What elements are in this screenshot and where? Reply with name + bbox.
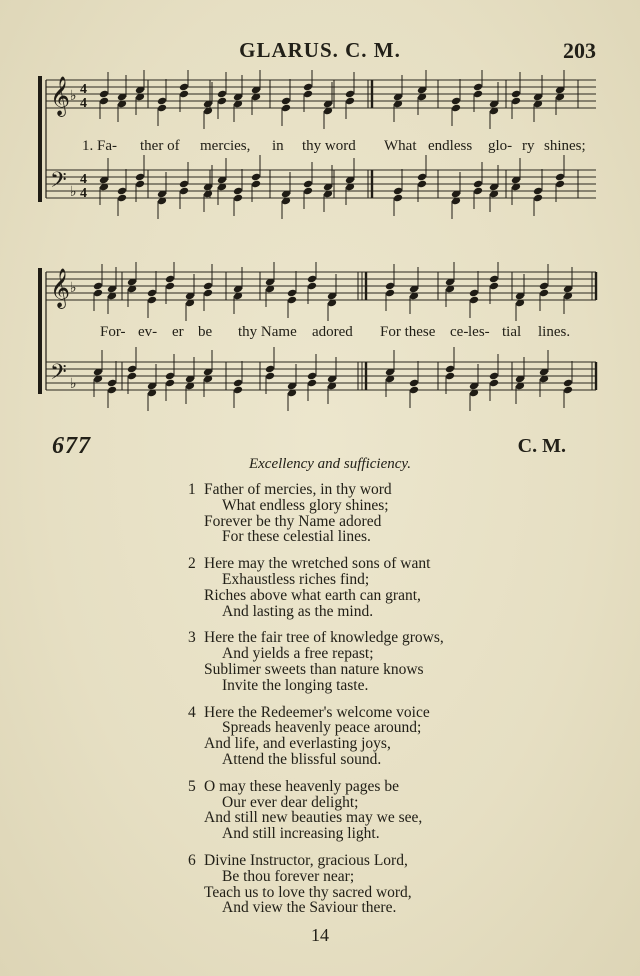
- lyric-syllable: thy word: [302, 138, 356, 154]
- time-signature: 4: [80, 82, 87, 97]
- lyric-syllable: glo-: [488, 138, 513, 154]
- lyric-syllable: ry: [522, 138, 535, 154]
- stanza-number: 2: [188, 555, 196, 573]
- verse-line: And still new beauties may we see,: [204, 809, 423, 827]
- verse-line: And still increasing light.: [222, 825, 380, 843]
- stanza: [188, 556, 508, 619]
- verse-line: Attend the blissful sound.: [222, 750, 382, 768]
- verse-line: [188, 705, 508, 721]
- bass-clef: 𝄢: [50, 168, 67, 198]
- verse-text: O may these heavenly pages be: [204, 777, 399, 795]
- system-brace: [38, 268, 42, 394]
- lyric-syllable: 1. Fa-: [82, 138, 117, 154]
- lyric-syllable: ce-: [450, 324, 469, 340]
- flat-sign: ♭: [70, 88, 77, 104]
- lyric-syllable: mercies,: [200, 138, 251, 154]
- stanza: [188, 853, 508, 916]
- verse-line: Spreads heavenly peace around;: [222, 719, 422, 737]
- stanza-number: 6: [188, 851, 196, 869]
- verse-text: Father of mercies, in thy word: [204, 481, 392, 498]
- flat-sign: ♭: [70, 376, 77, 392]
- verse-line: Riches above what earth can grant,: [204, 586, 421, 604]
- stanza-number: 5: [188, 777, 196, 795]
- hymn-meter: C. M.: [517, 435, 566, 457]
- lyric-syllable: What: [384, 138, 417, 154]
- lyric-syllable: For these: [380, 324, 436, 340]
- stanza: [188, 779, 508, 842]
- verse-text: Divine Instructor, gracious Lord,: [204, 851, 408, 869]
- lyric-syllable: ev-: [138, 324, 158, 340]
- lyric-syllable: thy Name: [238, 324, 297, 340]
- verse-line: And view the Saviour there.: [222, 899, 397, 917]
- flat-sign: ♭: [70, 280, 77, 296]
- hymn-stanzas: [188, 482, 508, 927]
- verse-line: Exhaustless riches find;: [222, 570, 370, 588]
- verse-line: [188, 482, 508, 498]
- lyric-syllable: les-: [468, 324, 490, 340]
- stanza-number: 1: [188, 481, 196, 498]
- lyric-syllable: in: [272, 138, 284, 154]
- lyric-syllable: tial: [502, 324, 522, 340]
- verse-line: What endless glory shines;: [222, 496, 389, 514]
- verse-line: Teach us to love thy sacred word,: [204, 883, 412, 901]
- treble-clef: 𝄞: [50, 268, 71, 308]
- time-signature: 4: [80, 186, 87, 201]
- stanza: [188, 630, 508, 693]
- time-signature: 4: [80, 96, 87, 111]
- verse-line: Be thou forever near;: [222, 867, 355, 885]
- verse-line: Sublimer sweets than nature knows: [204, 660, 424, 678]
- flat-sign: ♭: [70, 184, 77, 200]
- lyric-syllable: For-: [100, 324, 126, 340]
- verse-text: Here the fair tree of knowledge grows,: [204, 629, 444, 647]
- verse-line: [188, 779, 508, 795]
- verse-line: [188, 853, 508, 869]
- lyric-syllable: ther of: [140, 138, 180, 154]
- stanza: [188, 705, 508, 768]
- page-number-top: 203: [563, 38, 596, 63]
- hymn-number: 677: [52, 433, 91, 459]
- verse-line: Invite the longing taste.: [222, 676, 369, 694]
- system-brace: [38, 76, 42, 202]
- verse-line: For these celestial lines.: [222, 528, 371, 546]
- bass-clef: 𝄢: [50, 360, 67, 390]
- verse-line: [188, 556, 508, 572]
- verse-text: Here may the wretched sons of want: [204, 555, 431, 573]
- time-signature: 4: [80, 172, 87, 187]
- music-system-2: [38, 262, 600, 422]
- lyric-syllable: endless: [428, 138, 473, 154]
- verse-line: [188, 630, 508, 646]
- verse-line: Our ever dear delight;: [222, 793, 359, 811]
- verse-line: Forever be thy Name adored: [204, 512, 382, 530]
- lyric-syllable: er: [172, 324, 184, 340]
- lyric-syllable: shines;: [544, 138, 586, 154]
- verse-line: And life, and everlasting joys,: [204, 735, 391, 753]
- lyric-syllable: be: [198, 324, 213, 340]
- stanza-number: 3: [188, 629, 196, 647]
- lyric-syllable: lines.: [538, 324, 571, 340]
- tune-title: GLARUS. C. M.: [239, 38, 401, 62]
- treble-clef: 𝄞: [50, 76, 71, 116]
- verse-line: And yields a free repast;: [222, 645, 374, 663]
- stanza-number: 4: [188, 703, 196, 721]
- verse-line: And lasting as the mind.: [222, 602, 374, 620]
- lyric-syllable: adored: [312, 324, 353, 340]
- verse-text: Here the Redeemer's welcome voice: [204, 703, 430, 721]
- page-number-bottom: 14: [311, 925, 329, 945]
- hymn-subtitle: Excellency and sufficiency.: [248, 456, 411, 472]
- stanza: [188, 482, 508, 545]
